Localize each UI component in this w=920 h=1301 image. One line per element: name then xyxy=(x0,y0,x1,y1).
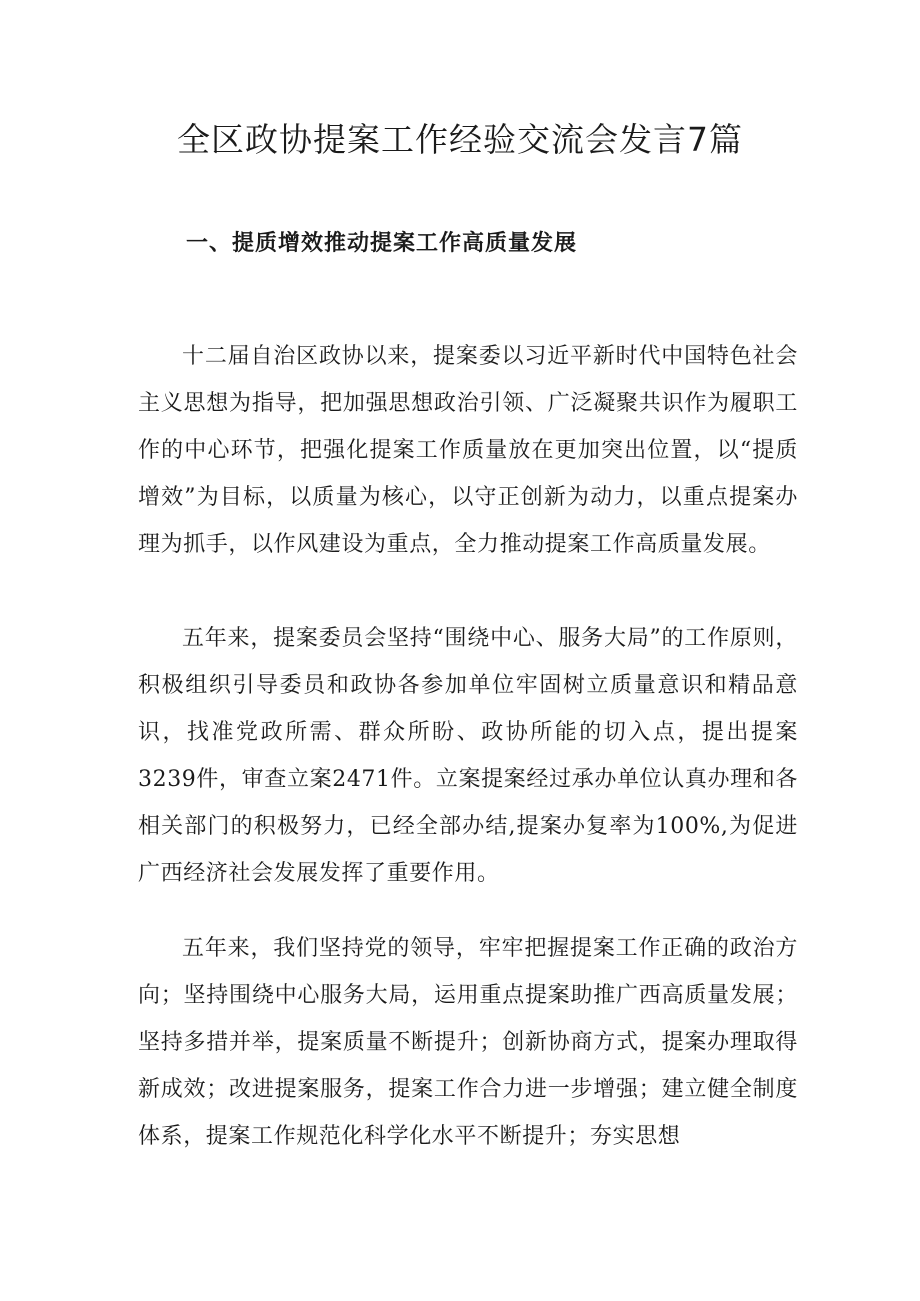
document-title: 全区政协提案工作经验交流会发言7篇 xyxy=(177,120,743,159)
paragraph-2: 五年来，提案委员会坚持“围绕中心、服务大局”的工作原则，积极组织引导委员和政协各参加单位牢固树立质量意识和精品意识，找准党政所需、群众所盼、政协所能的切入点，提出提案3239件，审查立案2471件。立案提案经过承办单位认真办理和各相关部门的积极努力，已经全部办结,提案办复率为100%,为促进广西经济社会发展发挥了重要作用。 xyxy=(138,626,798,886)
paragraph-1: 十二届自治区政协以来，提案委以习近平新时代中国特色社会主义思想为指导，把加强思想政治引领、广泛凝聚共识作为履职工作的中心环节，把强化提案工作质量放在更加突出位置，以“提质增效”为目标，以质量为核心，以守正创新为动力，以重点提案办理为抓手，以作风建设为重点，全力推动提案工作高质量发展。 xyxy=(138,344,798,557)
section-heading: 一、提质增效推动提案工作高质量发展 xyxy=(186,231,578,256)
paragraph-3: 五年来，我们坚持党的领导，牢牢把握提案工作正确的政治方向；坚持围绕中心服务大局，运用重点提案助推广西高质量发展；坚持多措并举，提案质量不断提升；创新协商方式，提案办理取得新成效；改进提案服务，提案工作合力进一步增强；建立健全制度体系，提案工作规范化科学化水平不断提升；夯实思想 xyxy=(138,936,798,1149)
